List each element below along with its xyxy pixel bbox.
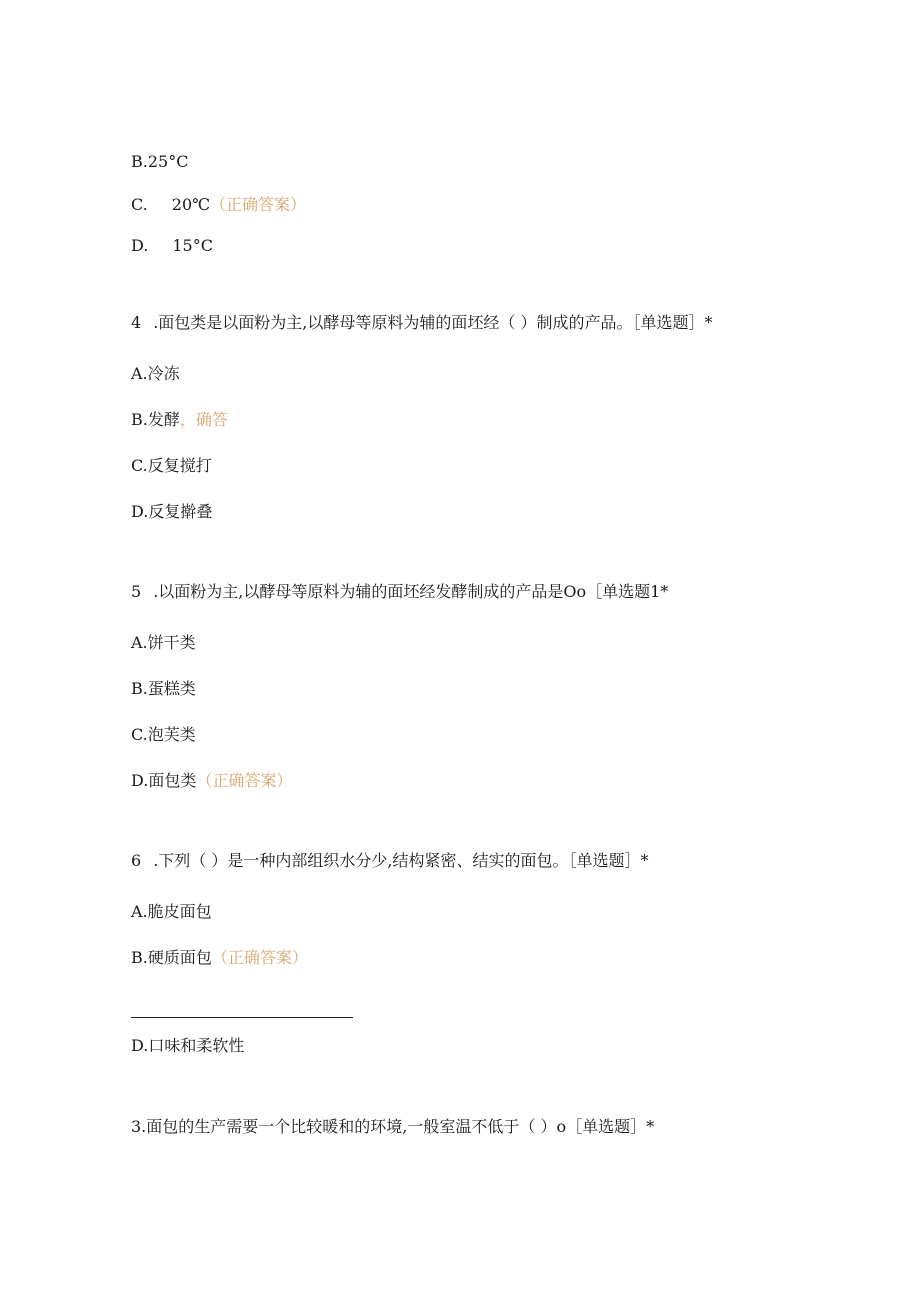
horizontal-rule <box>131 1017 353 1018</box>
question-6-title <box>131 851 648 871</box>
q5-option-a[interactable] <box>131 633 196 653</box>
correct-answer-tag: （正确答案） <box>211 948 308 967</box>
question-5-title <box>131 582 668 602</box>
option-text: A.脆皮面包 <box>131 902 212 921</box>
q5-option-c[interactable] <box>131 725 196 745</box>
option-text: A.冷冻 <box>131 364 180 383</box>
q5-option-b[interactable] <box>131 679 196 699</box>
option-text: 25°C <box>147 152 189 171</box>
option-letter: C. <box>131 195 148 214</box>
option-text: C.泡芙类 <box>131 725 196 744</box>
option-text: 20℃ <box>171 195 211 214</box>
q6-option-b[interactable] <box>131 948 308 968</box>
q4-option-c[interactable] <box>131 456 212 476</box>
correct-answer-tag: （正确答案） <box>210 195 307 214</box>
option-c-20c[interactable] <box>131 195 306 215</box>
question-number: 4 <box>131 313 142 332</box>
question-4-title <box>131 313 712 333</box>
option-text: D.面包类 <box>131 771 197 790</box>
option-text: A.饼干类 <box>131 633 196 652</box>
option-text: B.硬质面包 <box>131 948 212 967</box>
option-text: B.蛋糕类 <box>131 679 196 698</box>
q4-option-a[interactable] <box>131 364 180 384</box>
option-text: 15°C <box>172 236 213 255</box>
question-text: .以面粉为主,以酵母等原料为辅的面坯经发酵制成的产品是Oo［单选题1* <box>153 582 669 601</box>
question-number: 6 <box>131 851 142 870</box>
option-letter: D. <box>131 236 149 255</box>
option-text: C.反复搅打 <box>131 456 212 475</box>
q5-option-d[interactable] <box>131 771 292 791</box>
correct-answer-tag: ，确答 <box>179 410 228 429</box>
option-text: D.口味和柔软性 <box>131 1036 245 1055</box>
question-number: 5 <box>131 582 142 601</box>
option-letter: B. <box>131 152 148 171</box>
q6-option-d[interactable] <box>131 1036 244 1056</box>
option-text: D.反复擀叠 <box>131 502 213 521</box>
question-text: .下列（ ）是一种内部组织水分少,结构紧密、结实的面包。［单选题］* <box>153 851 649 870</box>
question-text: 3.面包的生产需要一个比较暖和的环境,一般室温不低于（ ）o［单选题］* <box>131 1117 655 1136</box>
q4-option-d[interactable] <box>131 502 212 522</box>
question-text: .面包类是以面粉为主,以酵母等原料为辅的面坯经（ ）制成的产品。［单选题］* <box>153 313 713 332</box>
option-d-15c[interactable] <box>131 236 213 256</box>
q6-option-a[interactable] <box>131 902 212 922</box>
option-text: B.发酵 <box>131 410 180 429</box>
question-3-title <box>131 1117 654 1137</box>
correct-answer-tag: （正确答案） <box>196 771 293 790</box>
q4-option-b[interactable] <box>131 410 228 430</box>
option-b-25c[interactable] <box>131 152 188 172</box>
